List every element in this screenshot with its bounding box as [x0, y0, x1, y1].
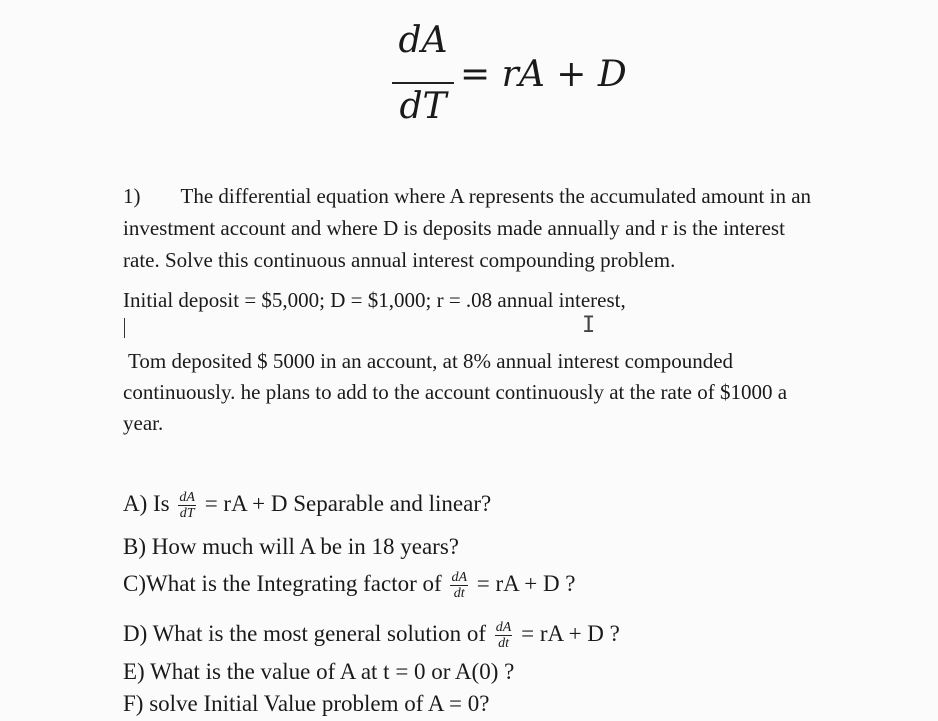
fraction-den: dt	[498, 636, 510, 651]
story-line-2: continuously. he plans to add to the account continuously at the rate of $1000 a	[123, 380, 788, 404]
question-c-prefix: C)What is the Integrating factor of	[123, 570, 442, 596]
question-e: E) What is the value of A at t = 0 or A(0) ?	[123, 659, 515, 684]
question-b: B) How much will A be in 18 years?	[123, 534, 460, 559]
fraction-bar	[392, 82, 454, 84]
given-values: Initial deposit = $5,000; D = $1,000; r = .08 annual interest,	[123, 288, 626, 312]
equation-denominator: dT	[399, 86, 447, 127]
fraction	[450, 570, 468, 601]
fraction-num: dA	[495, 620, 512, 635]
fraction-den: dt	[453, 586, 465, 601]
question-d	[123, 620, 620, 651]
problem-line-1	[123, 184, 811, 209]
ibeam-cursor-icon: I	[582, 313, 596, 338]
question-f: F) solve Initial Value problem of A = 0?	[123, 691, 490, 716]
question-c	[123, 570, 576, 601]
fraction-den: dT	[179, 506, 195, 521]
problem-line-3: rate. Solve this continuous annual interest compounding problem.	[123, 248, 676, 272]
problem-line-2: investment account and where D is deposits made annually and r is the interest	[123, 216, 785, 240]
story-line-3: year.	[123, 411, 164, 435]
story-line-1: Tom deposited $ 5000 in an account, at 8% annual interest compounded	[128, 349, 734, 373]
question-d-prefix: D) What is the most general solution of	[123, 620, 487, 646]
fraction-num: dA	[451, 570, 467, 585]
question-a-prefix: A) Is	[123, 490, 170, 516]
question-a	[123, 490, 491, 521]
equation-rhs: = rA + D	[460, 54, 627, 95]
question-c-text: = rA + D ?	[476, 570, 576, 596]
fraction	[495, 620, 513, 651]
text-cursor	[124, 318, 125, 338]
fraction	[178, 490, 196, 521]
fraction-num: dA	[179, 490, 195, 505]
problem-number: 1)	[123, 184, 141, 208]
question-a-text: = rA + D Separable and linear?	[204, 490, 492, 516]
problem-text: The differential equation where A represents the accumulated amount in an	[180, 184, 812, 208]
question-d-text: = rA + D ?	[521, 620, 620, 646]
equation-numerator: dA	[398, 20, 448, 61]
